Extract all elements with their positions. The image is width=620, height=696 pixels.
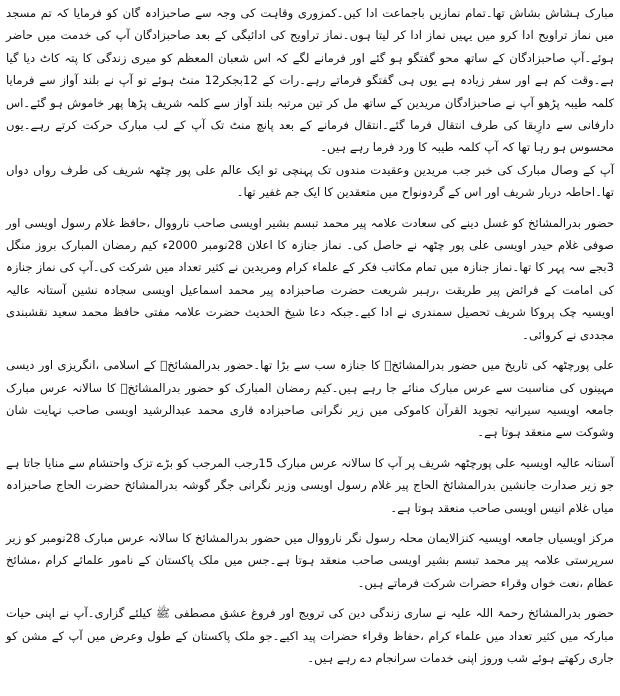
paragraph-gap: [6, 519, 614, 527]
paragraph-gap: [6, 444, 614, 452]
paragraph-death-night: مبارک ہشاش بشاش تھا۔تمام نمازیں باجماعت ادا کیں۔کمزوری وقاہت کی وجہ سے صاحبزادہ گان کو فرمایا کہ تم مسجد میں نماز تراویح ادا کرو میں یہیں نماز ادا کر لیتا ہوں۔نماز تراویح کی ادائیگی کے بعد صاحبزادگان آپ کی خدمت میں حاضر ہوئے۔آپ صاحبزادگان کے ساتھ محو گفتگو ہو گئے اور فرمانے لگے کہ اس شعبان المعظم کو میری زندگی کا پتہ کاٹ دیا گیا ہے۔وقت کم ہے اور سفر زیادہ ہے یوں ہی گفتگو فرماتے رہے۔رات کے 12بجکر12 منٹ ہوئے تو آپ نے بلند آواز سے فرمایا کلمہ طیبہ پڑھو آپ نے صاحبزادگان مریدین کے ساتھ مل کر تین مرتبہ بلند آواز سے کلمہ شریف پڑھا پھر خاموش ہو گئے۔اس دارفانی سے دارِبقا کی طرف انتقال فرما گئے۔انتقال فرمانے کے بعد پانچ منٹ تک آپ کے لب مبارک حرکت کرتے رہے۔یوں محسوس ہو رہا تھا کہ آپ کلمہ طیبہ کا ورد فرما رہے ہیں۔: [6, 6, 614, 155]
paragraph-gap: [6, 346, 614, 354]
paragraph-news-of-passing: آپ کے وصال مبارک کی خبر جب مریدین وعقیدت مندوں تک پہنچی تو ایک عالم علی پور چٹھہ شریف کی طرف رواں دواں تھا۔احاطہ دربار شریف اور اس کے گردونواح میں متعقدین کا ایک جم غفیر تھا۔: [6, 162, 614, 200]
paragraph-lifelong-service: حضور بدرالمشائخ رحمۃ اللہ علیہ نے ساری زندگی دین کی ترویج اور فروغ عشق مصطفی ﷺ کیلئے گزاری۔آپ نے اپنی حیات مبارکہ میں کثیر تعداد میں علماء کرام ،حفاظ وقراء حضرات پید اکیے۔جو ملک پاکستان کے طول وعرض میں آپ کے مشن کو جاری رکھتے ہوئے شب وروز اپنی خدمات سرانجام دے رہے ہیں۔: [6, 606, 614, 665]
paragraph-funeral: حضور بدرالمشائخ کو غسل دینے کی سعادت علامہ پیر محمد تبسم بشیر اویسی صاحب نارووال ،حافظ غلام رسول اویسی اور صوفی غلام حیدر اویسی علی پور چٹھہ نے حاصل کی۔ نماز جنازہ کا اعلان 28نومبر 2000ء کیم رمضان المبارک بروز منگل 3بجے سہ پہر کا تھا۔نماز جنازہ میں تمام مکاتب فکر کے علماء کرام ومریدین نے کثیر تعداد میں شرکت کی۔آپ کی نماز جنازہ کی امامت کے فرائض پیر طریقت ،رہبر شریعت حضرت صاحبزادہ پیر محمد اسماعیل اویسی سجادہ نشین آستانہ عالیہ اویسیہ چک پروکا شریف تحصیل سمندری نے ادا کیے۔جبکہ دعا شیخ الحدیث حضرت علامہ مفتی حافظ محمد سعید نقشبندی مجددی نے کروائی۔: [6, 215, 615, 342]
paragraph-urs-rajab: آستانہ عالیہ اویسیہ علی پورچٹھہ شریف پر آپ کا سالانہ عرس مبارک 15رجب المرجب کو بڑے تزک واحتشام سے منایا جاتا ہے جو زیر صدارت جانشین بدرالمشائخ الحاج پیر غلام رسول اویسی وزیر نگرانی جگر گوشہ بدرالمشائخ حضرت الحاج صاحبزادہ میاں غلام انیس اویسی صاحب منعقد ہوتا ہے۔: [6, 455, 614, 515]
paragraph-urs-narowal: مرکز اویسیاں جامعہ اویسیہ کنزالایمان محلہ رسول نگر نارووال میں حضور بدرالمشائخ کا سالانہ عرس مبارک 28نومبر کو زیر سرپرستی علامہ پیر محمد تبسم بشیر اویسی صاحب منعقد ہوتا ہے۔جس میں ملک پاکستان کے نامور علمائے کرام ،مشائخ عظام ،نعت خواں وقراء حضرات شرکت فرماتے ہیں۔: [6, 530, 614, 590]
paragraph-gap: [6, 594, 614, 602]
paragraph-urs-ramadan: علی پورچٹھہ کی تاریخ میں حضور بدرالمشائخؒ کا جنازہ سب سے بڑا تھا۔حضور بدرالمشائخؒ کے اسلامی ،انگریزی اور دیسی مہینوں کی مناسبت سے عرس مبارک منائے جا رہے ہیں۔کیم رمضان المبارک کو حضور بدرالمشائخؒ کا سالانہ عرس مبارک جامعہ اویسیہ سیرانیہ تجوید القرآن کاموکی میں زیر نگرانی صاحبزادہ قاری محمد عبدالرشید اویسی صاحب نہایت شان وشوکت سے منعقد ہوتا ہے۔: [6, 358, 614, 440]
paragraph-gap: [6, 204, 614, 212]
